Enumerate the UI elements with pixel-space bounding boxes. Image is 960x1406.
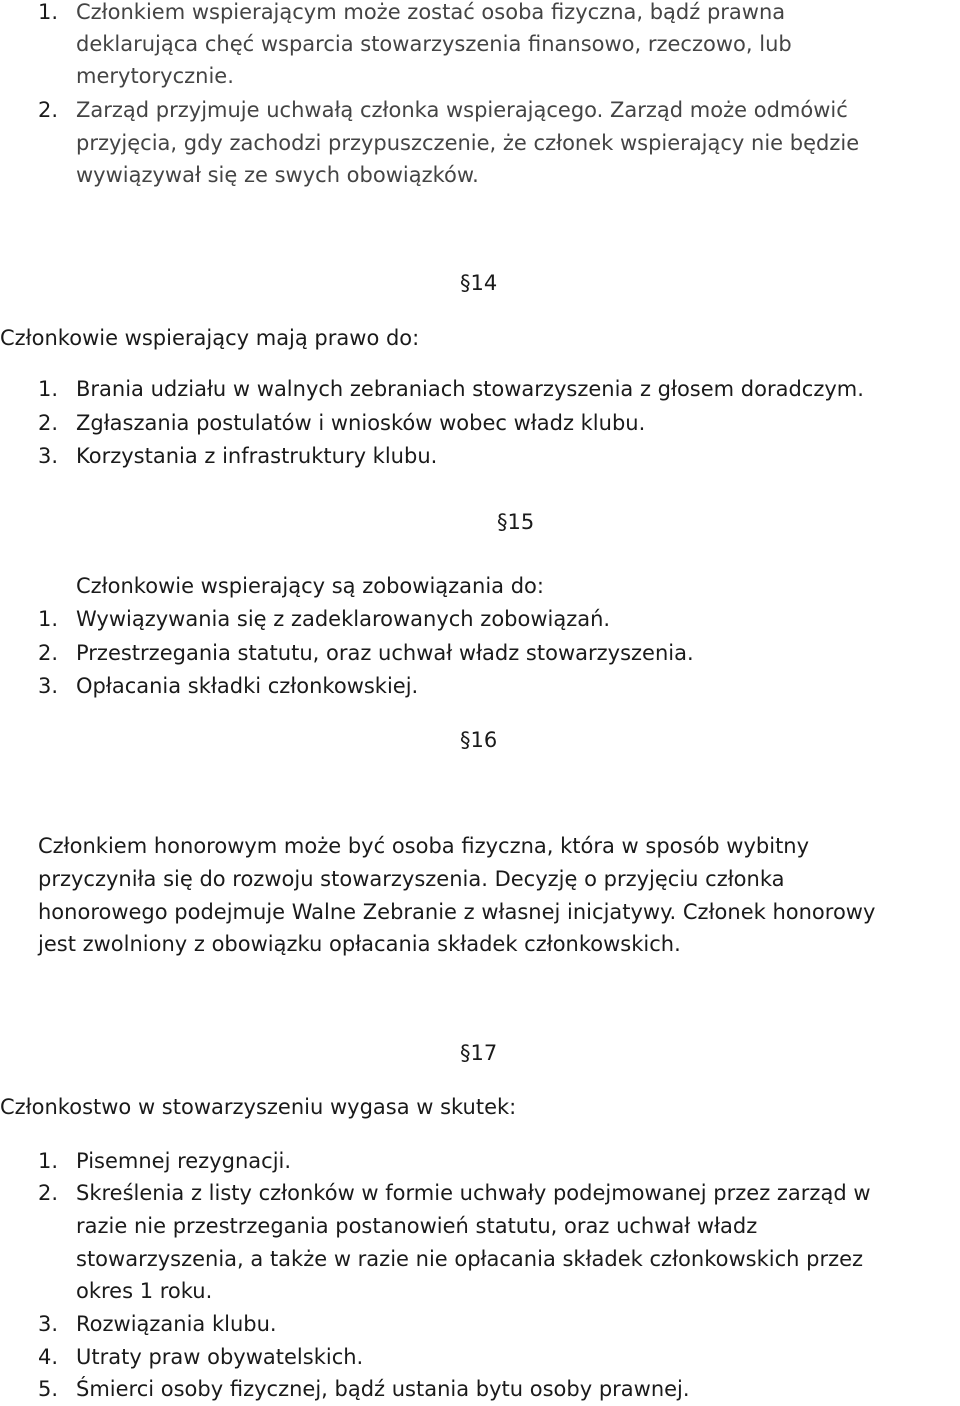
list-item-text: Wywiązywania się z zadeklarowanych zobowiązań. [76, 607, 611, 631]
text-line: wywiązywał się ze swych obowiązków. [76, 163, 479, 187]
list-item-text: Śmierci osoby fizycznej, bądź ustania bytu osoby prawnej. [76, 1377, 690, 1401]
section-intro: Członkostwo w stowarzyszeniu wygasa w skutek: [0, 1095, 517, 1119]
list-item-text: Zgłaszania postulatów i wniosków wobec władz klubu. [76, 411, 646, 435]
section-intro: Członkowie wspierający mają prawo do: [0, 326, 420, 350]
list-item-text: Pisemnej rezygnacji. [76, 1149, 292, 1173]
list-number: 1. [38, 377, 59, 401]
list-number: 1. [38, 0, 59, 24]
text-line: deklarująca chęć wsparcia stowarzyszenia finansowo, rzeczowo, lub [76, 32, 792, 56]
list-number: 1. [38, 607, 59, 631]
list-number: 1. [38, 1149, 59, 1173]
paragraph-line: Członkiem honorowym może być osoba fizyczna, która w sposób wybitny [38, 834, 810, 858]
list-item-text: Skreślenia z listy członków w formie uchwały podejmowanej przez zarząd w [76, 1181, 871, 1205]
paragraph-line: przyczyniła się do rozwoju stowarzyszenia. Decyzję o przyjęciu członka [38, 867, 785, 891]
list-number: 2. [38, 641, 59, 665]
list-item-text: razie nie przestrzegania postanowień statutu, oraz uchwał władz [76, 1214, 758, 1238]
section-heading: §17 [460, 1041, 498, 1065]
list-number: 2. [38, 411, 59, 435]
section-heading: §14 [460, 271, 498, 295]
list-item-text: Rozwiązania klubu. [76, 1312, 277, 1336]
list-item-text: Przestrzegania statutu, oraz uchwał władz stowarzyszenia. [76, 641, 694, 665]
section-heading: §16 [460, 728, 498, 752]
text-line: Członkiem wspierającym może zostać osoba fizyczna, bądź prawna [76, 0, 786, 24]
list-item-text: Opłacania składki członkowskiej. [76, 674, 419, 698]
list-item-text: stowarzyszenia, a także w razie nie opłacania składek członkowskich przez [76, 1247, 864, 1271]
list-number: 2. [38, 1181, 59, 1205]
list-number: 5. [38, 1377, 59, 1401]
list-number: 3. [38, 674, 59, 698]
list-item-text: Korzystania z infrastruktury klubu. [76, 444, 438, 468]
list-item-text: Utraty praw obywatelskich. [76, 1345, 364, 1369]
list-item-text [76, 0, 956, 29]
text-line: przyjęcia, gdy zachodzi przypuszczenie, że członek wspierający nie będzie [76, 131, 860, 155]
list-number: 3. [38, 444, 59, 468]
list-number: 4. [38, 1345, 59, 1369]
list-number: 3. [38, 1312, 59, 1336]
list-item-text: okres 1 roku. [76, 1279, 213, 1303]
text-line: merytorycznie. [76, 64, 234, 88]
list-number: 2. [38, 98, 59, 122]
text-line: Zarząd przyjmuje uchwałą członka wspierającego. Zarząd może odmówić [76, 98, 848, 122]
list-item-text: Brania udziału w walnych zebraniach stowarzyszenia z głosem doradczym. [76, 377, 864, 401]
paragraph-line: honorowego podejmuje Walne Zebranie z własnej inicjatywy. Członek honorowy [38, 900, 876, 924]
paragraph-line: jest zwolniony z obowiązku opłacania składek członkowskich. [38, 932, 681, 956]
section-heading: §15 [497, 510, 535, 534]
section-intro: Członkowie wspierający są zobowiązania do: [76, 574, 544, 598]
